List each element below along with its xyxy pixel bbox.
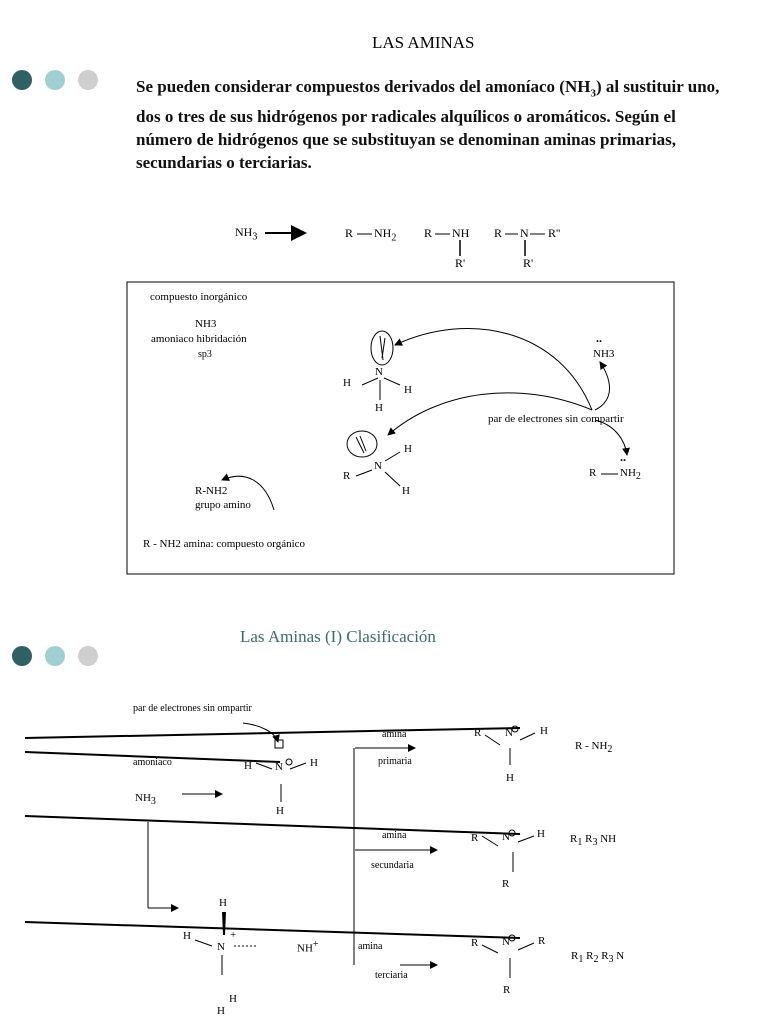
s2-lone-pair-label: par de electrones sin ompartir <box>133 703 252 714</box>
s2-t-r1: R <box>471 937 479 949</box>
atom-h-2b: H <box>402 485 410 497</box>
atom-h-2a: H <box>404 443 412 455</box>
s2-t-n: N <box>502 936 510 948</box>
s2-amm-h3: H <box>276 805 284 817</box>
primary-nh2: $NH_2$ <box>374 226 397 244</box>
s2-nh4-h-top: H <box>219 897 227 909</box>
s2-t-r3: R <box>503 984 511 996</box>
lone-pair-dots: .. <box>596 331 602 345</box>
label-organic: R - NH2 amina: compuesto orgánico <box>143 538 306 550</box>
s2-amina-3: amina <box>358 941 383 952</box>
s2-amoniaco: amoniaco <box>133 757 172 768</box>
s2-nh4-h-left: H <box>183 930 191 942</box>
atom-h-1b: H <box>404 384 412 396</box>
s2-p-r: R <box>474 727 482 739</box>
s2-s-h: H <box>537 828 545 840</box>
label-nh3: NH3 <box>195 318 217 330</box>
s2-formula-primary: R - $NH_2$ <box>575 740 613 756</box>
s2-nh4-n: N <box>217 941 225 953</box>
label-hybrid: amoniaco hibridación <box>151 333 247 345</box>
s2-amina-2: amina <box>382 830 407 841</box>
s2-nh4-h-bottom1: H <box>229 993 237 1005</box>
secondary-nh: NH <box>452 226 470 240</box>
primary-r: R <box>345 226 354 240</box>
atom-h-1c: H <box>375 402 383 414</box>
label-rnh2: R-NH2 <box>195 485 228 497</box>
right-nh2: $NH_2$ <box>620 467 641 483</box>
atom-n-2: N <box>374 460 382 472</box>
s2-amm-h1: H <box>244 760 252 772</box>
label-lone-pair: par de electrones sin compartir <box>488 413 624 425</box>
s2-nh4-plus: + <box>230 929 237 941</box>
atom-h-1a: H <box>343 377 351 389</box>
s2-p-n: N <box>505 727 513 739</box>
s2-p-h2: H <box>506 772 514 784</box>
tertiary-n: N <box>520 226 529 240</box>
right-r: R <box>589 467 597 479</box>
tertiary-r1: R' <box>523 256 534 270</box>
lone-pair-dots-2: .. <box>620 450 626 464</box>
s2-s-r2: R <box>502 878 510 890</box>
label-grupo-amino: grupo amino <box>195 499 251 511</box>
s2-p-h1: H <box>540 725 548 737</box>
s2-s-r1: R <box>471 832 479 844</box>
tertiary-r2: R'' <box>548 226 561 240</box>
intro-paragraph: Se pueden considerar compuestos derivados del amoníaco $(NH_3)$ al sustituir uno, dos o tres de sus hidrógenos por radicales alquílicos o aromáticos. Según el número de hidrógenos que se substituyan se denominan aminas primarias, secundarias o terciarias. <box>136 77 720 173</box>
s2-amm-n: N <box>275 761 283 773</box>
s2-amina-1: amina <box>382 729 407 740</box>
tertiary-r: R <box>494 226 503 240</box>
s2-primaria: primaria <box>378 756 412 767</box>
slide1-title: LAS AMINAS <box>372 33 475 52</box>
s2-formula-secondary: $R_1$ $R_3$ NH <box>570 833 617 849</box>
atom-r-2: R <box>343 470 351 482</box>
s2-terciaria: terciaria <box>375 970 408 981</box>
secondary-r1: R' <box>455 256 466 270</box>
slide2-title: Las Aminas (I) Clasificación <box>240 627 436 646</box>
s2-nh-plus: NH+ <box>297 939 319 955</box>
s2-nh3: $NH_3$ <box>135 792 156 808</box>
s2-amm-h2: H <box>310 757 318 769</box>
label-nh3-right: NH3 <box>593 348 615 360</box>
label-inorganic: compuesto inorgánico <box>150 291 248 303</box>
s2-formula-tertiary: $R_1$ $R_2$ $R_3$ N <box>571 950 625 966</box>
s2-t-r2: R <box>538 935 546 947</box>
s2-nh4-h-bottom2: H <box>217 1005 225 1017</box>
s2-secundaria: secundaria <box>371 860 414 871</box>
secondary-r: R <box>424 226 433 240</box>
reaction-reactant: $NH_3$ <box>235 225 258 243</box>
atom-n-1: N <box>375 366 383 378</box>
s2-s-n: N <box>502 831 510 843</box>
label-sp3: sp3 <box>198 349 212 360</box>
